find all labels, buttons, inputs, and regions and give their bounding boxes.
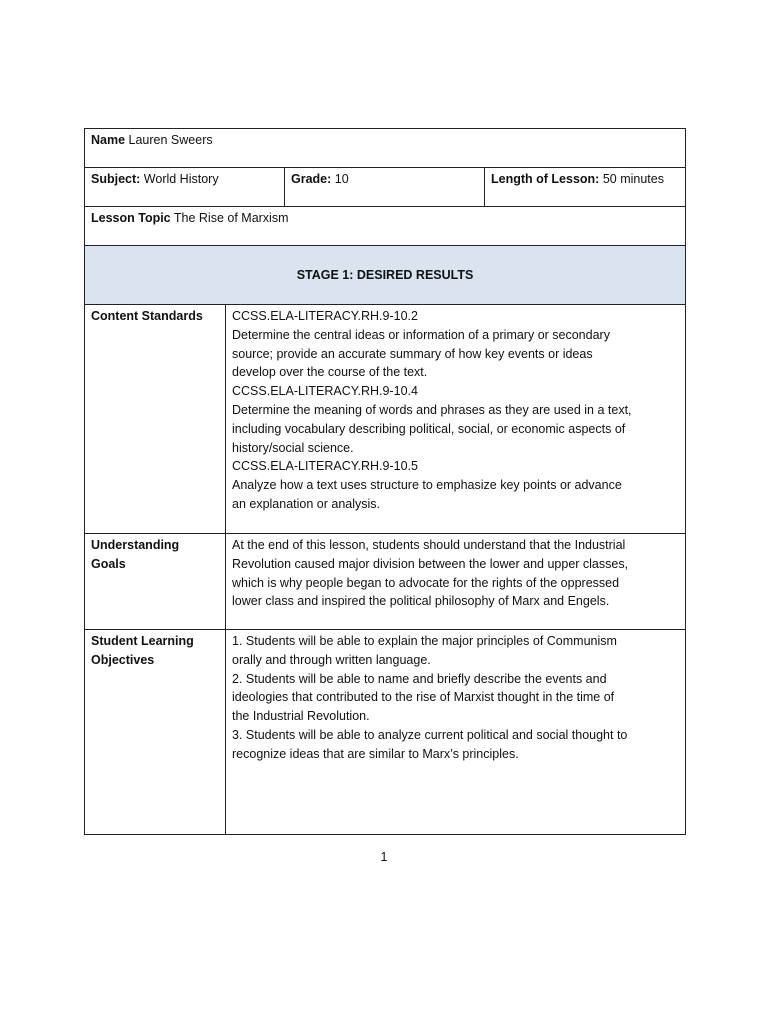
topic-row	[85, 207, 686, 246]
name-value: Lauren Sweers	[128, 133, 213, 147]
label-line: Understanding	[91, 538, 180, 552]
understanding-goals-label	[85, 534, 226, 630]
length-value: 50 minutes	[602, 172, 664, 186]
stage-row	[85, 246, 686, 305]
length-label: Length of Lesson:	[491, 172, 600, 186]
text-line: which is why people began to advocate for the rights of the oppressed	[232, 575, 620, 590]
text-line: At the end of this lesson, students should understand that the Industrial	[232, 538, 626, 552]
text-line: recognize ideas that are similar to Marx’s principles.	[232, 746, 519, 761]
lesson-plan-table	[84, 128, 686, 835]
text-line: including vocabulary describing political, social, or economic aspects of	[232, 421, 626, 436]
text-line: CCSS.ELA-LITERACY.RH.9-10.5	[232, 459, 418, 474]
stage-title: STAGE 1: DESIRED RESULTS	[85, 246, 686, 305]
content-standards-label: Content Standards	[85, 305, 226, 534]
text-line: CCSS.ELA-LITERACY.RH.9-10.4	[232, 384, 418, 399]
topic-value: The Rise of Marxism	[173, 211, 289, 225]
subject-label: Subject:	[91, 172, 141, 186]
text-line: develop over the course of the text.	[232, 365, 428, 380]
text-line: 3. Students will be able to analyze current political and social thought to	[232, 727, 628, 742]
name-row	[85, 129, 686, 168]
label-line: Student Learning	[91, 634, 194, 648]
text-line: orally and through written language.	[232, 652, 431, 667]
content-standards-text	[226, 305, 686, 534]
text-line: 2. Students will be able to name and briefly describe the events and	[232, 671, 607, 686]
text-line: Determine the central ideas or information of a primary or secondary	[232, 327, 610, 342]
learning-objectives-text	[226, 630, 686, 835]
subject-cell	[85, 168, 285, 207]
text-line: an explanation or analysis.	[232, 496, 381, 511]
label-line: Objectives	[91, 652, 155, 667]
learning-objectives-label	[85, 630, 226, 835]
text-line: the Industrial Revolution.	[232, 709, 370, 724]
grade-value: 10	[334, 172, 349, 186]
learning-objectives-row	[85, 630, 686, 835]
understanding-goals-text	[226, 534, 686, 630]
grade-cell	[285, 168, 485, 207]
text-line: Revolution caused major division between the lower and upper classes,	[232, 556, 629, 571]
content-standards-row	[85, 305, 686, 534]
name-label: Name	[91, 133, 126, 147]
text-line: CCSS.ELA-LITERACY.RH.9-10.2	[232, 309, 418, 323]
name-cell	[85, 129, 686, 168]
text-line: history/social science.	[232, 440, 354, 455]
subject-value: World History	[143, 172, 219, 186]
text-line: Determine the meaning of words and phrases as they are used in a text,	[232, 402, 632, 417]
text-line: source; provide an accurate summary of how key events or ideas	[232, 346, 593, 361]
text-line: ideologies that contributed to the rise of Marxist thought in the time of	[232, 690, 615, 705]
topic-cell	[85, 207, 686, 246]
understanding-goals-row	[85, 534, 686, 630]
label-line: Goals	[91, 556, 126, 571]
text-line: 1. Students will be able to explain the major principles of Communism	[232, 634, 617, 648]
topic-label: Lesson Topic	[91, 211, 171, 225]
grade-label: Grade:	[291, 172, 332, 186]
page-number: 1	[380, 850, 388, 864]
subject-row	[85, 168, 686, 207]
text-line: lower class and inspired the political philosophy of Marx and Engels.	[232, 594, 610, 609]
length-cell	[485, 168, 686, 207]
text-line: Analyze how a text uses structure to emphasize key points or advance	[232, 478, 622, 493]
